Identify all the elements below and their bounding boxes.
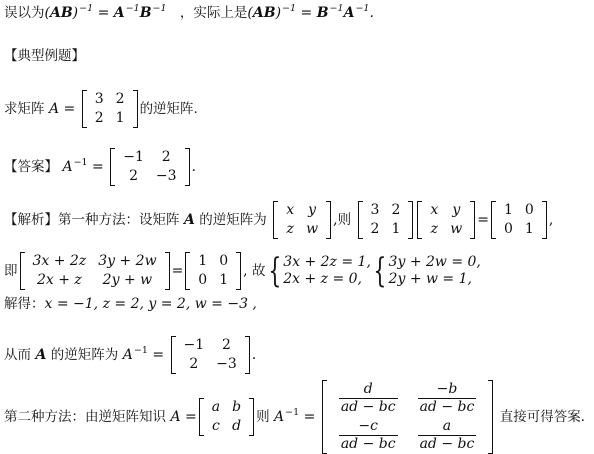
matrix-cell: x (430, 202, 439, 218)
misconception-mid: ，实际上是 (179, 5, 248, 21)
formula-wrong: $(AB)^{-1} = A^{-1}B^{-1}$ (44, 3, 167, 21)
matrix-cell: 2 (391, 202, 401, 218)
matrix-A-inverse (110, 148, 189, 186)
matrix-cell: c (212, 418, 220, 434)
matrix-cell: d (232, 418, 242, 434)
product-line: 即 3x + 2z 3y + 2w 2x + z 2y + w = 1 0 0 1 , 故{ 3x + 2z = 1, 2x + z = 0, { 3y + 2w = 0, 2y + w = 1, (4, 251, 481, 291)
therefore-text: 故 (252, 263, 266, 279)
matrix-general (199, 398, 254, 436)
matrix-X (273, 201, 331, 239)
matrix-cell: y (308, 202, 317, 218)
conclusion-prefix: 从而 (4, 347, 31, 363)
system-1: 3x + 2z = 1, 2x + z = 0, (283, 254, 371, 287)
matrix-cell: −1 (123, 149, 144, 165)
matrix-cell: 0 (504, 221, 513, 237)
matrix-cell: 1 (524, 221, 534, 237)
matrix-cell: −1 (183, 337, 205, 353)
frac-bottom-left: $\frac{-c}{ad - bc}$ (340, 418, 396, 452)
matrix-cell: 2 (161, 149, 171, 165)
matrix-cell: 1 (504, 202, 513, 218)
matrix-cell: w (306, 221, 319, 237)
matrix-A-2 (358, 201, 414, 239)
matrix-cell: 2 (129, 168, 139, 184)
misconception-line (4, 3, 374, 21)
matrix-cell: z (430, 221, 439, 237)
left-brace-1: { (267, 251, 281, 291)
matrix-cell: 0 (219, 253, 229, 269)
matrix-cell: 0 (198, 272, 208, 288)
formula-correct: $(AB)^{-1} = B^{-1}A^{-1}$. (247, 3, 374, 21)
analysis-line: 【解析】第一种方法：设矩阵 A 的逆矩阵为 x y z w ,则 3 2 2 1 x y z w = 1 0 0 1 , (4, 202, 554, 237)
frac-top-right: $\frac{-b}{ad - bc}$ (419, 381, 475, 415)
answer-label: 【答案】 (4, 159, 58, 175)
matrix-cell: b (232, 399, 242, 415)
matrix-cell: 1 (115, 110, 125, 126)
matrix-cell: x (286, 202, 295, 218)
problem-prefix: 求矩阵 (4, 101, 45, 117)
conclusion-line: 从而 A 的逆矩阵为 $A^{-1}$ = −1 2 2 −3 . (4, 337, 257, 372)
matrix-cell: 2y + w (102, 272, 153, 288)
problem-line: 求矩阵 A = 3 2 2 1 的逆矩阵. (4, 91, 198, 126)
matrix-cell: 1 (219, 272, 229, 288)
solution-line (4, 297, 257, 312)
matrix-cell: −3 (216, 356, 237, 372)
then-text: 则 (337, 212, 352, 228)
frac-bottom-right: $\frac{a}{ad - bc}$ (419, 418, 475, 452)
matrix-cell: 3x + 2z (32, 253, 87, 269)
answer-line: 【答案】 $A^{-1}$ = −1 2 2 −3 . (4, 149, 196, 184)
matrix-cell: y (452, 202, 461, 218)
example-heading: 【典型例题】 (4, 48, 85, 64)
method2-text: 第二种方法：由逆矩阵知识 (4, 409, 166, 425)
matrix-cell: 1 (391, 221, 401, 237)
problem-suffix: 的逆矩阵. (139, 101, 198, 117)
matrix-cell: 2x + z (36, 272, 82, 288)
matrix-cell: 3y + 2w (98, 253, 157, 269)
matrix-cell: 2 (189, 356, 199, 372)
matrix-cell: 2 (222, 337, 231, 353)
method2-suffix: 直接可得答案． (499, 409, 594, 425)
matrix-cell: 0 (524, 202, 534, 218)
matrix-cell: 2 (115, 91, 125, 107)
matrix-A (82, 90, 138, 128)
matrix-cell: w (450, 221, 463, 237)
solve-label: 解得： (4, 296, 45, 312)
matrix-cell: 1 (198, 253, 208, 269)
matrix-I-2 (185, 252, 241, 290)
matrix-cell: z (286, 221, 294, 237)
method2-line: 第二种方法：由逆矩阵知识 A = a b c d 则 $A^{-1}$ = $\frac{d}{ad - bc}$ $\frac{-b}{ad - bc}$ $\frac{-c}{ad - bc}$ $\frac{a}{ad - bc}$ 直接可得答案． (4, 381, 594, 452)
matrix-cell: −3 (155, 168, 177, 184)
matrix-I (491, 201, 547, 239)
analysis-label: 【解析】 (4, 212, 58, 228)
solution-values: x = −1, z = 2, y = 2, w = −3 , (44, 296, 257, 312)
matrix-cell: 3 (94, 91, 104, 107)
matrix-formula (322, 380, 494, 454)
frac-top-left: $\frac{d}{ad - bc}$ (340, 381, 396, 415)
matrix-cell: 3 (370, 202, 380, 218)
matrix-product (20, 252, 170, 290)
method2-then: 则 (256, 409, 270, 425)
method1-text: 第一种方法：设矩阵 (58, 212, 180, 228)
left-brace-2: { (373, 251, 387, 291)
matrix-X-2 (417, 201, 475, 239)
system-2: 3y + 2w = 0, 2y + w = 1, (388, 254, 481, 287)
ji-text: 即 (4, 263, 18, 279)
matrix-cell: 2 (94, 110, 104, 126)
matrix-A-inverse-2 (171, 336, 250, 374)
misconception-prefix: 误以为 (4, 5, 45, 21)
matrix-cell: a (211, 399, 221, 415)
conclusion-mid: 的逆矩阵为 (50, 347, 119, 363)
inverse-is-text: 的逆矩阵为 (199, 212, 267, 228)
matrix-cell: 2 (370, 221, 380, 237)
